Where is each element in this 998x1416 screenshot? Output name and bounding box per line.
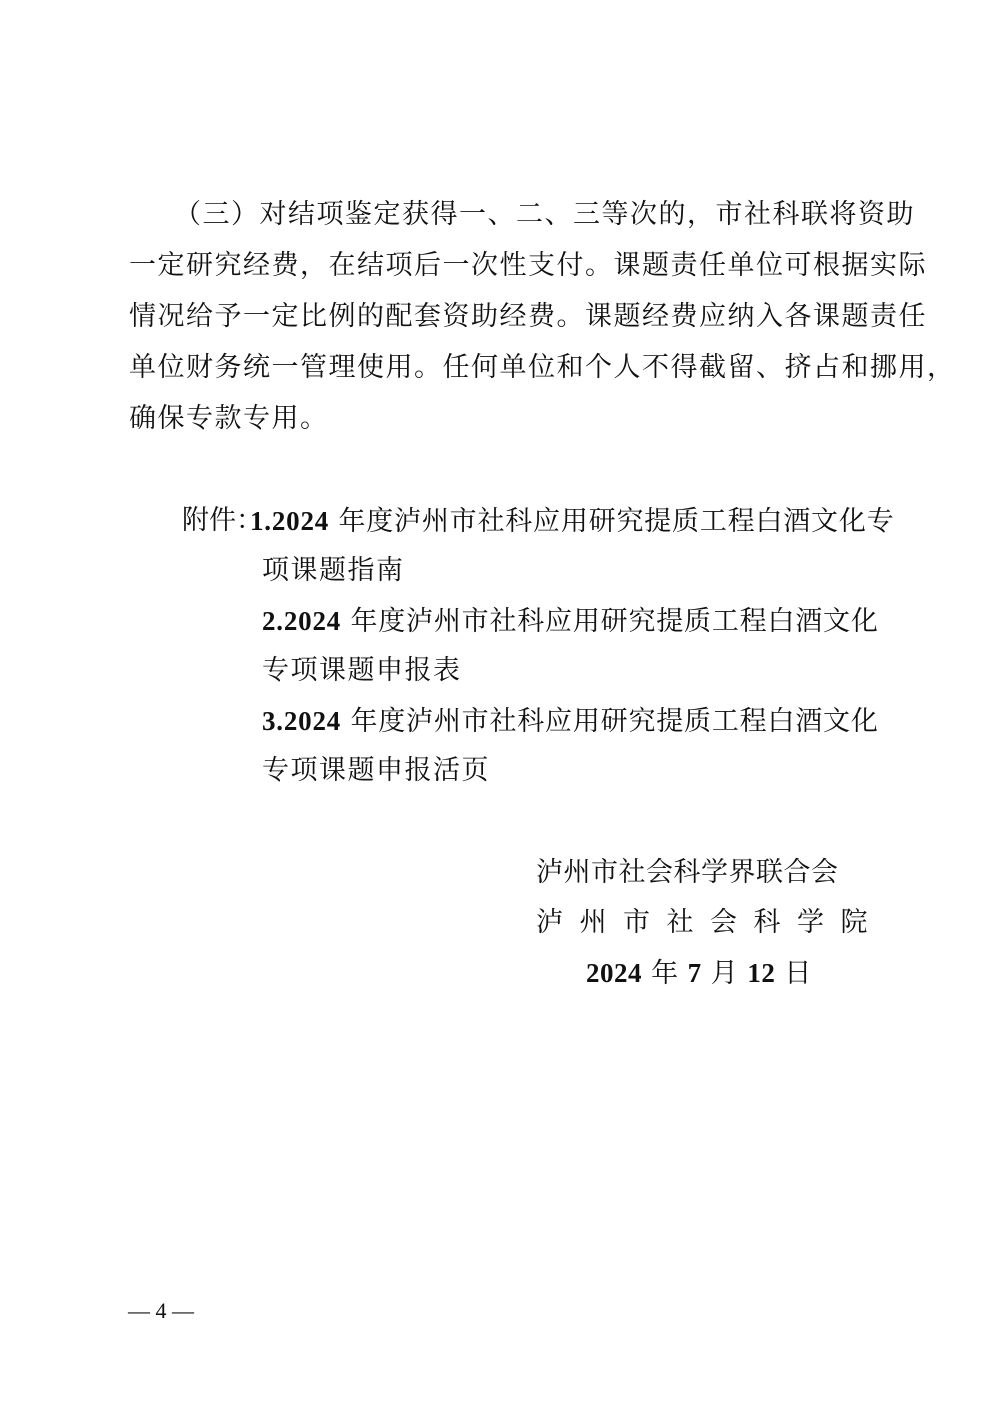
attachment-item-2-number: 2.2024 (262, 606, 342, 636)
attachment-item-1-title: 年度泸州市社科应用研究提质工程白酒文化专 (329, 506, 895, 537)
page-number: — 4 — (128, 1298, 194, 1323)
date-month: 7 (687, 958, 702, 988)
attachment-item-3-number: 3.2024 (262, 706, 342, 736)
attachment-item-1-number: 1.2024 (250, 506, 330, 536)
attachment-item-1 (250, 504, 894, 539)
attachment-item-1-cont: 项课题指南 (262, 555, 405, 586)
attachment-item-3-title: 年度泸州市社科应用研究提质工程白酒文化 (341, 706, 879, 737)
paragraph-line-2: 一定研究经费，在结项后一次性支付。课题责任单位可根据实际 (129, 250, 927, 281)
paragraph-line-1: （三）对结项鉴定获得一、二、三等次的，市社科联将资助 (174, 199, 915, 230)
attachment-item-2 (262, 604, 879, 639)
paragraph-line-3: 情况给予一定比例的配套资助经费。课题经费应纳入各课题责任 (129, 301, 927, 332)
date-day: 12 (747, 958, 776, 988)
attachment-item-2-title: 年度泸州市社科应用研究提质工程白酒文化 (341, 606, 879, 637)
date-year-char: 年 (642, 958, 688, 989)
attachment-item-2-cont: 专项课题申报表 (262, 655, 462, 686)
date-year: 2024 (586, 958, 642, 988)
date-month-char: 月 (701, 958, 748, 989)
paragraph-line-4: 单位财务统一管理使用。任何单位和个人不得截留、挤占和挪用， (129, 352, 956, 383)
signature-org-1: 泸州市社会科学界联合会 (536, 857, 839, 888)
attachment-item-3 (262, 704, 879, 739)
signature-date (586, 956, 812, 991)
attachment-label: 附件： (182, 505, 263, 536)
paragraph-line-5: 确保专款专用。 (129, 403, 329, 434)
attachment-item-3-cont: 专项课题申报活页 (262, 755, 490, 786)
signature-org-2: 泸州市社会科学院 (536, 907, 884, 938)
date-day-char: 日 (775, 958, 812, 989)
